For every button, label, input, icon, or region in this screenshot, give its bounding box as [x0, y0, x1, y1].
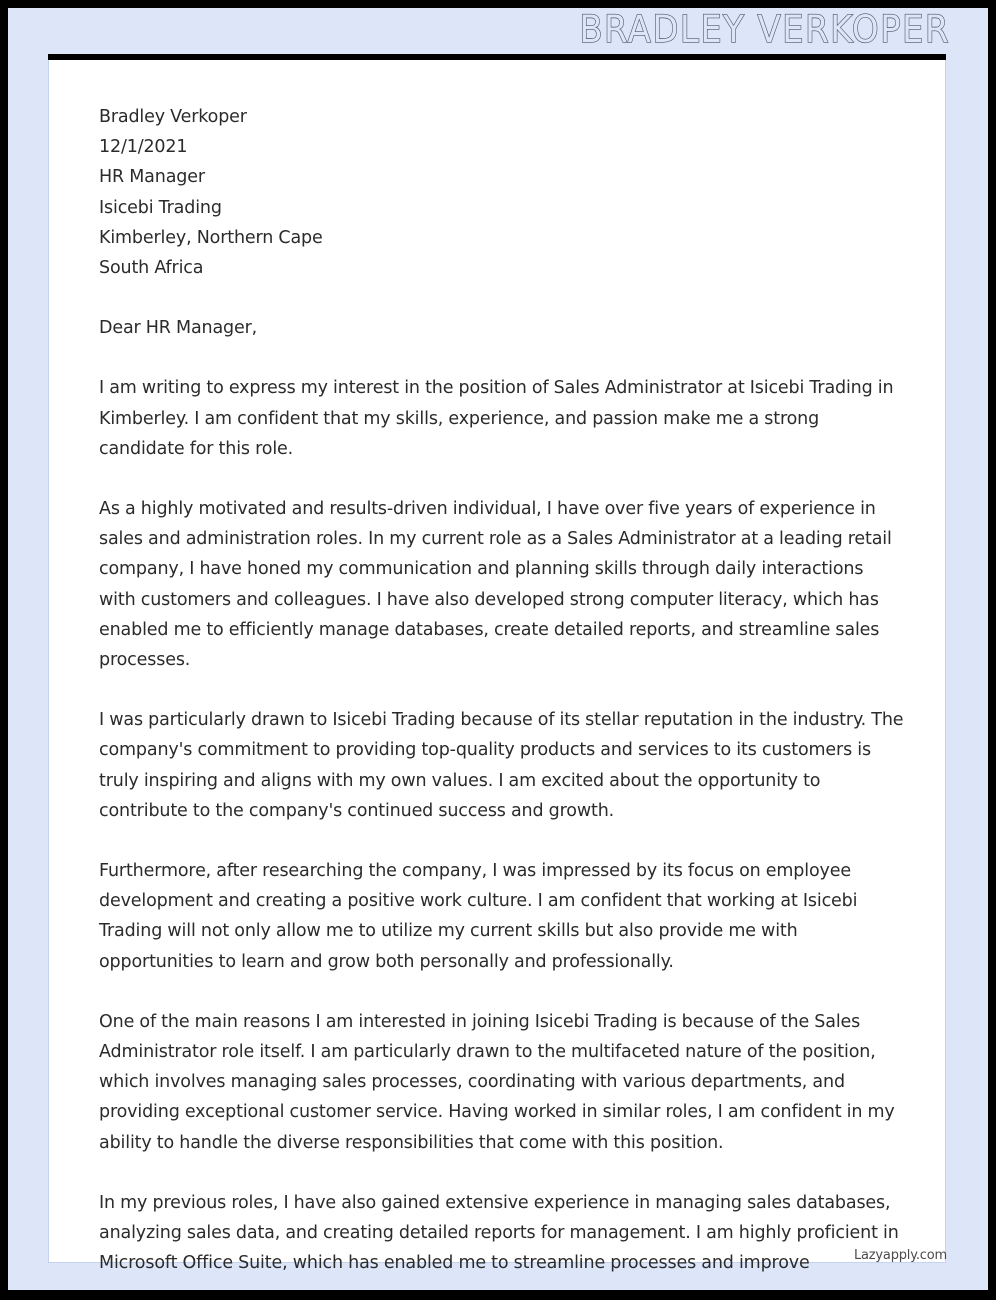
letter-paragraph: Furthermore, after researching the company, I was impressed by its focus on employee development and creating a positive work culture. I am confident that working at Isicebi Trading will not only allow me to utilize my current skills but also provide me with opportunities to learn and grow both personally and professionally.	[99, 861, 858, 972]
letterhead-name: BRADLEY VERKOPER	[579, 8, 950, 51]
letter-paragraph: As a highly motivated and results-driven individual, I have over five years of experience in sales and administration roles. In my current role as a Sales Administrator at a leading retail company, I have honed my communication and planning skills through daily interactions with customers and colleagues. I have also developed strong computer literacy, which has enabled me to efficiently manage databases, create detailed reports, and streamline sales processes.	[99, 499, 892, 671]
letter-date: 12/1/2021	[99, 137, 188, 158]
recipient-country: South Africa	[99, 258, 204, 279]
recipient-city-region: Kimberley, Northern Cape	[99, 227, 323, 248]
letter-paragraph: One of the main reasons I am interested in joining Isicebi Trading is because of the Sales Administrator role itself. I am particularly drawn to the multifaceted nature of the position, which involves managing sales processes, coordinating with various departments, and providing exceptional customer service. Having worked in similar roles, I am confident in my ability to handle the diverse responsibilities that come with this position.	[99, 1011, 895, 1153]
letter-paragraph: In my previous roles, I have also gained extensive experience in managing sales databases, analyzing sales data, and creating detailed reports for management. I am highly proficient in Microsoft Office Suite, which has enabled me to streamline processes and improve	[99, 1192, 899, 1274]
sender-name: Bradley Verkoper	[99, 107, 247, 127]
salutation: Dear HR Manager,	[99, 318, 258, 339]
recipient-company: Isicebi Trading	[99, 197, 222, 218]
address-block	[99, 102, 904, 283]
lazyapply-watermark: Lazyapply.com	[854, 1248, 947, 1263]
page-backdrop	[8, 8, 988, 1290]
letter-body	[99, 102, 904, 1279]
letter-paragraph: I was particularly drawn to Isicebi Trading because of its stellar reputation in the industry. The company's commitment to providing top-quality products and services to its customers is truly inspiring and aligns with my own values. I am excited about the opportunity to contribute to the company's continued success and growth.	[99, 710, 904, 821]
recipient-title: HR Manager	[99, 167, 205, 188]
letter-paragraph: I am writing to express my interest in the position of Sales Administrator at Isicebi Trading in Kimberley. I am confident that my skills, experience, and passion make me a strong candidate for this role.	[99, 378, 894, 459]
letterhead	[8, 8, 988, 54]
